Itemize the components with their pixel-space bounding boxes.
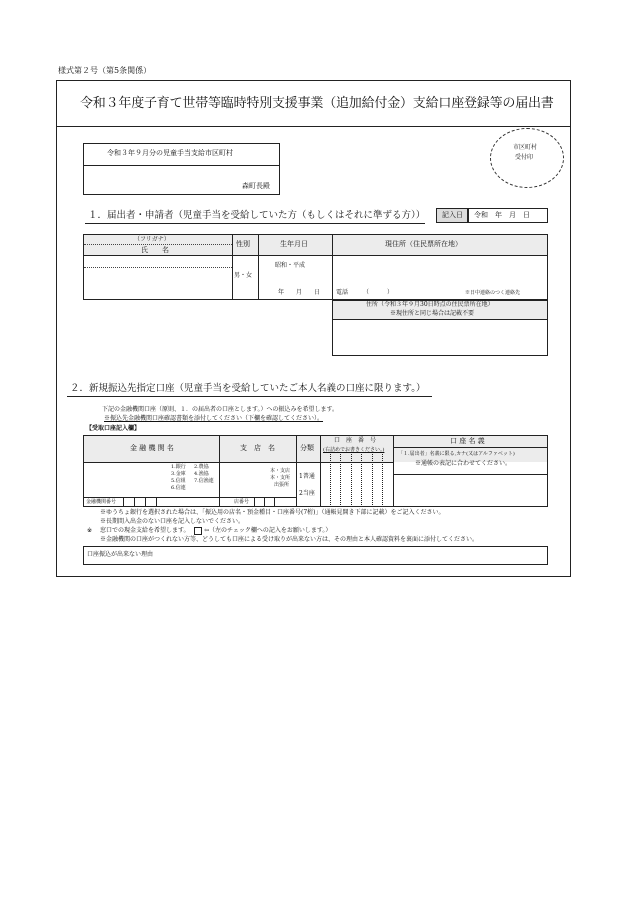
era-value: 昭和・平成 — [275, 262, 306, 269]
bank-type-4: 4.漁協 — [194, 471, 209, 477]
applicant-col-line-1 — [232, 234, 233, 300]
digit-divider — [372, 452, 373, 507]
applicant-header-line — [84, 255, 547, 256]
bank-type-1: 1.銀行 — [171, 464, 186, 470]
applicant-col-line-2 — [258, 234, 259, 300]
holder-note-line — [394, 474, 547, 475]
col-name-kana: （フリガナ） — [134, 236, 170, 243]
phone-label: 電話 （ ） — [336, 289, 394, 296]
branch-code-cell — [264, 497, 265, 507]
col-bank: 金 融 機 関 名 — [130, 444, 174, 452]
bank-code-cell — [145, 497, 146, 507]
digit-divider — [351, 452, 352, 507]
digit-divider — [340, 452, 341, 507]
kana-divider — [84, 244, 232, 245]
account-col-line-4 — [393, 435, 394, 507]
note-cash: 窓口での現金支給を希望します。 — [100, 527, 190, 534]
branch-code-cell — [274, 497, 275, 507]
branch-type-1: 本・支店 — [270, 468, 291, 474]
birth-ymd: 年 月 日 — [278, 289, 321, 296]
entry-date-label: 記入日 — [442, 211, 463, 219]
digit-divider — [330, 452, 331, 507]
form-title: 令和３年度子育て世帯等臨時特別支援事業（追加給付金）支給口座登録等の届出書 — [80, 96, 554, 111]
kind-ordinary[interactable]: 1普通 — [299, 473, 315, 480]
section2-desc: 下記の金融機関口座（原則、１．の届出者の口座とします。）への振込みを希望します。 — [102, 406, 339, 413]
section2-heading: ２．新規振込先指定口座（児童手当を受給していたご本人名義の口座に限ります。） — [70, 383, 426, 394]
holder-note-2: ※通帳の表記に合わせてください。 — [415, 460, 512, 467]
account-col-line-2 — [296, 435, 297, 507]
previous-address-label: 住所（令和３年９月30日時点の住民票所在地） — [366, 301, 494, 308]
digit-divider — [361, 452, 362, 507]
note-cash-tail: ⇦（左のチェック欄への記入をお願いします。） — [204, 527, 332, 534]
entry-date-value: 令和 年 月 日 — [474, 211, 530, 219]
reason-label: 口座振込が出来ない理由 — [87, 551, 154, 558]
account-number-note: (右詰めでお書きください。) — [323, 447, 385, 453]
account-col-line-3 — [320, 435, 321, 507]
section1-underline — [85, 223, 425, 224]
phone-note: ※日中連絡のつく連絡先 — [465, 290, 521, 296]
col-sex: 性別 — [236, 240, 250, 248]
municipality-label: 令和３年９月分の児童手当支給市区町村 — [107, 149, 233, 157]
col-kind: 分類 — [300, 444, 314, 452]
bank-code-cell — [156, 497, 157, 507]
digit-divider — [382, 452, 383, 507]
bank-type-2: 2.農協 — [194, 464, 209, 470]
bank-code-label: 金融機関番号 — [86, 499, 117, 505]
col-address: 現住所（住民票所在地） — [385, 240, 462, 248]
holder-note-1: 「１.届出者」名義に限る,カナ(又はアルファベット) — [398, 451, 515, 457]
bank-type-7: 7.信漁連 — [194, 478, 214, 484]
bank-type-6: 6.信連 — [171, 485, 186, 491]
applicant-col-line-3 — [332, 234, 333, 300]
col-holder: 口 座 名 義 — [450, 437, 485, 445]
col-branch: 支 店 名 — [240, 444, 275, 452]
bank-code-cell — [134, 497, 135, 507]
bank-type-3: 3.金庫 — [171, 471, 186, 477]
sex-value: 男・女 — [234, 272, 253, 279]
stamp-label-2: 受付印 — [515, 154, 534, 161]
section2-desc-note: ※振込先金融機関口座確認書類を添付してください（下欄を確認してください）。 — [104, 415, 324, 422]
branch-type-3: 出張所 — [274, 482, 290, 488]
branch-code-label: 店番号 — [234, 499, 250, 505]
recv-label: 【受取口座記入欄】 — [86, 425, 141, 432]
branch-type-2: 本・支所 — [270, 475, 291, 481]
previous-address-divider — [333, 319, 547, 320]
mayor-label: 森町長殿 — [242, 182, 270, 190]
col-birth: 生年月日 — [280, 240, 308, 248]
note-no-account: ※金融機関の口座がつくれない方等、どうしても口座による受け取りが出来ない方は、その理由と本人確認資料を裏面に添付してください。 — [100, 536, 479, 543]
cash-checkbox[interactable] — [194, 527, 202, 535]
note-dormant: ※長期間入出金のない口座を記入しないでください。 — [100, 518, 245, 525]
bank-type-5: 5.信組 — [171, 478, 186, 484]
note-yucho: ※ゆうちょ銀行を選択された場合は、「振込用の店名・預金種目・口座番号(7桁)」（通帳見開き下部に記載）をご記入ください。 — [100, 509, 445, 516]
form-number: 様式第２号（第5条関係） — [58, 66, 152, 75]
holder-header-line — [394, 447, 547, 448]
stamp-label-1: 市区町村 — [513, 144, 538, 151]
col-name: 氏 名 — [141, 246, 169, 254]
note-cash-mark: ※ — [87, 527, 93, 534]
title-divider — [57, 126, 570, 127]
previous-address-note: ※現住所と同じ場合は記載不要 — [390, 310, 475, 317]
account-header-line — [84, 462, 393, 463]
branch-code-cell — [254, 497, 255, 507]
bank-code-cell — [123, 497, 124, 507]
section2-underline — [67, 396, 432, 397]
kana-entry-divider — [84, 267, 232, 268]
section1-heading: １．届出者・申請者（児童手当を受給していた方（もしくはそれに準ずる方）） — [88, 210, 426, 221]
kind-current[interactable]: 2当座 — [299, 490, 315, 497]
col-account-number: 口 座 番 号 — [334, 437, 377, 444]
municipality-divider — [84, 165, 279, 166]
